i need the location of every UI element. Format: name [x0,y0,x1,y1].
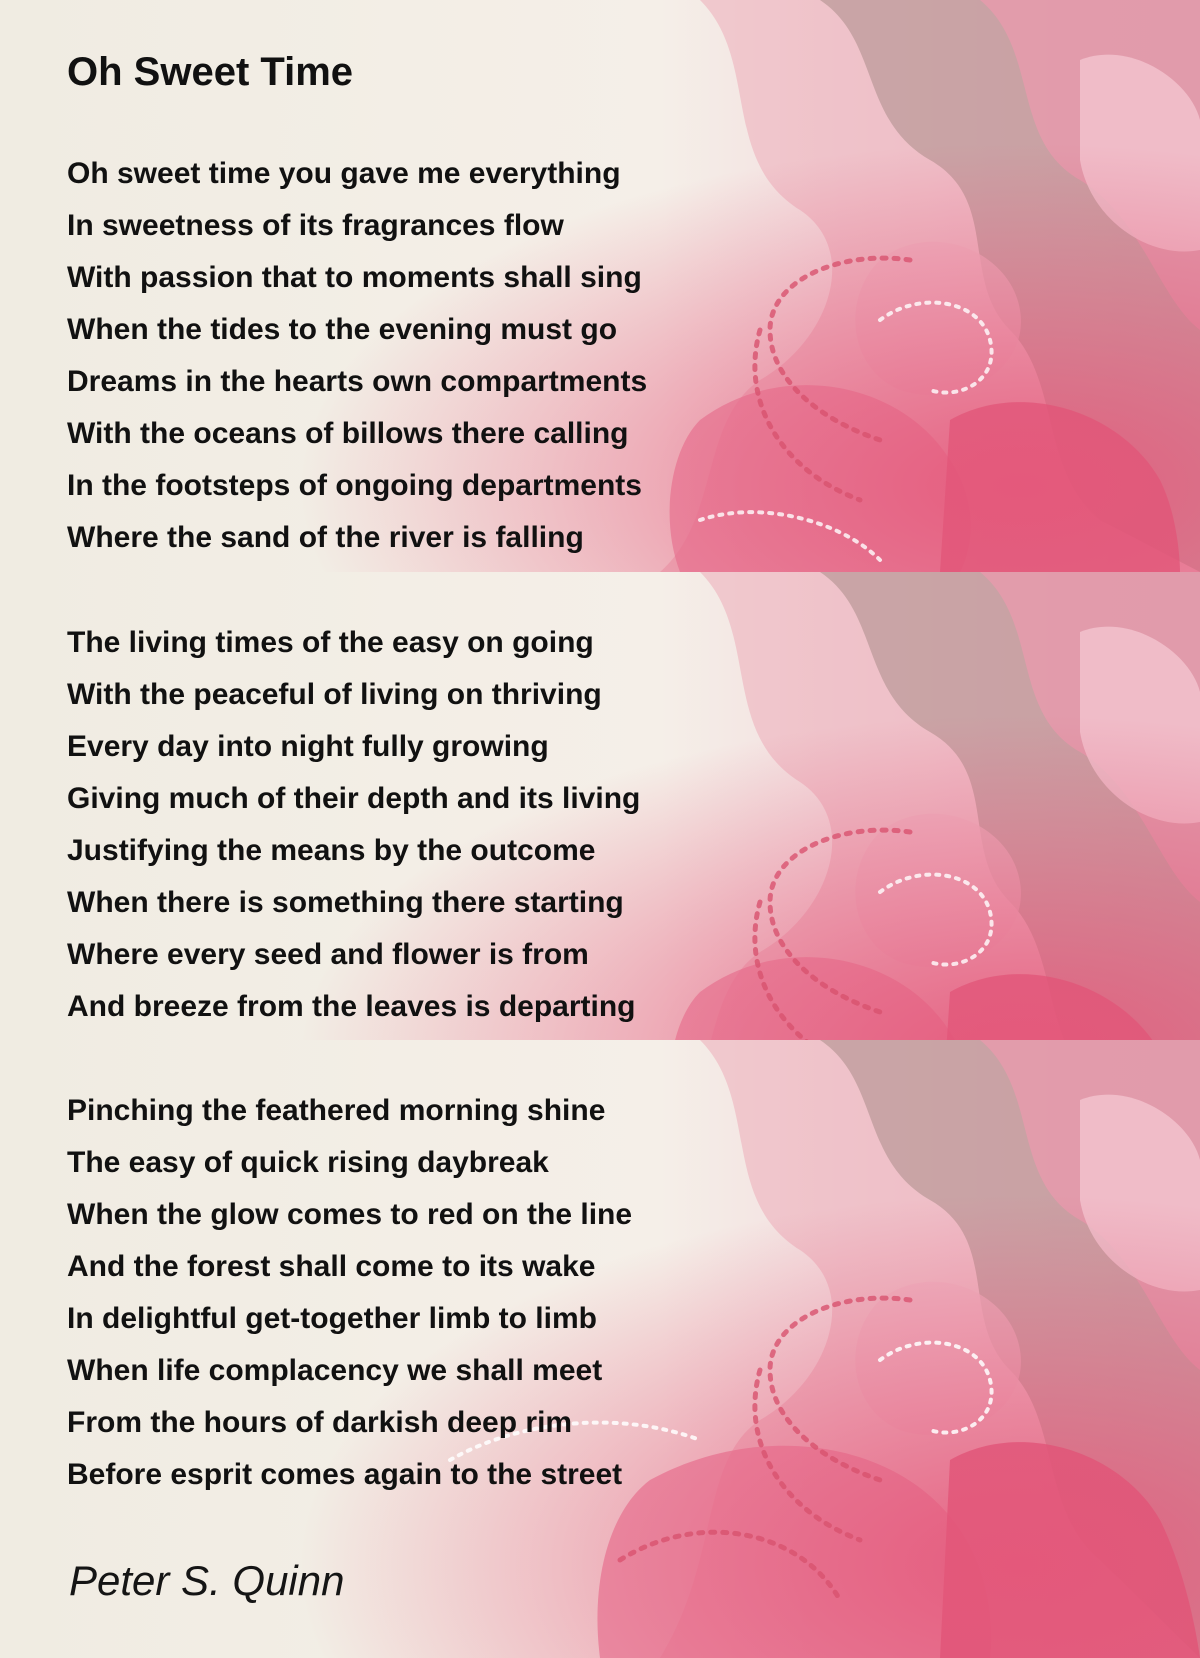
stanza-2 [67,617,640,1033]
poem-line: With the oceans of billows there calling [67,417,629,450]
poem-line: Giving much of their depth and its living [67,782,641,815]
poem-line: Every day into night fully growing [67,730,549,763]
poem-line: With passion that to moments shall sing [67,261,642,294]
poem-title: Oh Sweet Time [67,50,354,94]
poem-line: Before esprit comes again to the street [67,1458,623,1491]
poem-line: Where the sand of the river is falling [67,521,584,554]
poem-line: In the footsteps of ongoing departments [67,469,642,502]
poem-line: Dreams in the hearts own compartments [67,365,648,398]
poem-line: Justifying the means by the outcome [67,834,596,867]
poem-line: When there is something there starting [67,886,624,919]
poem-line: In sweetness of its fragrances flow [67,209,564,242]
poem-line: And the forest shall come to its wake [67,1250,596,1283]
poem-line: With the peaceful of living on thriving [67,678,602,711]
poem-line: From the hours of darkish deep rim [67,1406,573,1439]
poem-line: Pinching the feathered morning shine [67,1094,606,1127]
poem-line: When the glow comes to red on the line [67,1198,633,1231]
poem-line: Oh sweet time you gave me everything [67,157,621,190]
stanza-1 [67,148,647,564]
stanza-3 [67,1085,632,1501]
poem-line: The living times of the easy on going [67,626,594,659]
poem-line: When life complacency we shall meet [67,1354,603,1387]
poem-author: Peter S. Quinn [69,1557,345,1604]
poem-line: Where every seed and flower is from [67,938,589,971]
poem-line: When the tides to the evening must go [67,313,618,346]
poem-line: The easy of quick rising daybreak [67,1146,549,1179]
poem-line: In delightful get-together limb to limb [67,1302,597,1335]
poem-line: And breeze from the leaves is departing [67,990,636,1023]
